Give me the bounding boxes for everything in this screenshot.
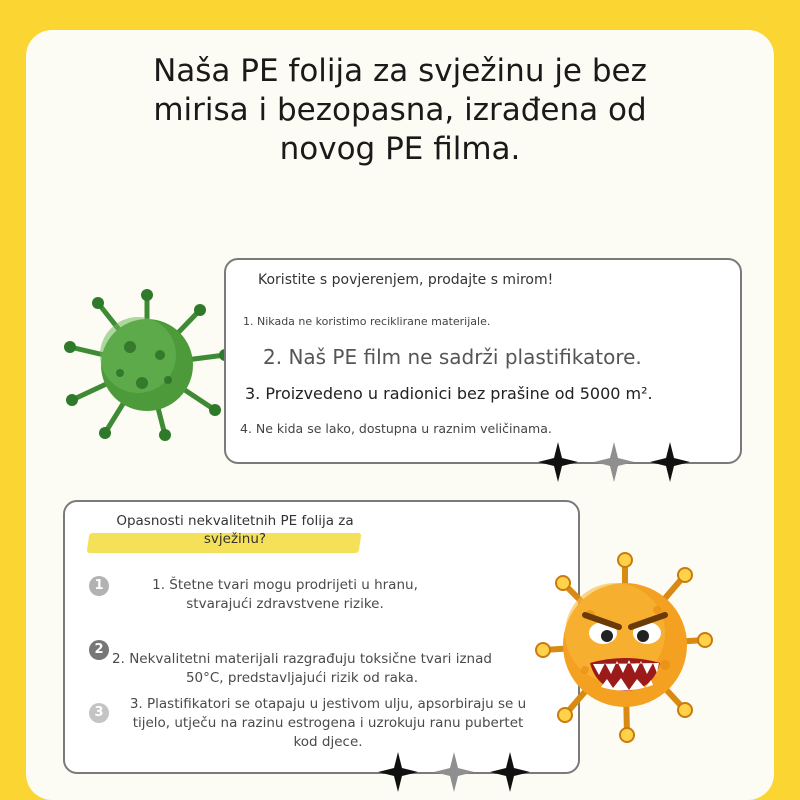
green-virus-icon: [60, 285, 235, 445]
feature-item-2: 2. Naš PE film ne sadrži plastifikatore.: [263, 345, 642, 369]
page-headline: [90, 52, 710, 169]
number-badge-2: 2: [89, 640, 109, 660]
feature-item-4: 4. Ne kida se lako, dostupna u raznim veličinama.: [240, 421, 552, 436]
number-badge-1: 1: [89, 576, 109, 596]
headline-line-1: Naša PE folija za svježinu je bez: [153, 53, 647, 89]
sparkle-icon: [490, 752, 530, 792]
danger-item-1: 1. Štetne tvari mogu prodrijeti u hranu, stvarajući zdravstvene rizike.: [152, 577, 418, 612]
dangers-title: Opasnosti nekvalitetnih PE folija za svježinu?: [116, 513, 354, 547]
sparkle-icon: [434, 752, 474, 792]
headline-line-3: novog PE filma.: [279, 131, 521, 167]
sparkle-icon: [650, 442, 690, 482]
danger-item-2: 2. Nekvalitetni materijali razgrađuju toksične tvari iznad 50°C, predstavljajući rizik od raka.: [112, 651, 492, 686]
number-badge-3: 3: [89, 703, 109, 723]
features-title: Koristite s povjerenjem, prodajte s mirom!: [258, 272, 554, 288]
sparkle-icon: [538, 442, 578, 482]
sparkle-icon: [594, 442, 634, 482]
angry-orange-virus-icon: [535, 545, 710, 745]
headline-line-2: mirisa i bezopasna, izrađena od: [153, 92, 647, 128]
feature-item-3: 3. Proizvedeno u radionici bez prašine od 5000 m².: [245, 384, 653, 403]
danger-item-3: 3. Plastifikatori se otapaju u jestivom ulju, apsorbiraju se u tijelo, utječu na razinu estrogena i uzrokuju ranu pubertet kod djece.: [129, 696, 527, 750]
sparkle-icon: [378, 752, 418, 792]
feature-item-1: 1. Nikada ne koristimo reciklirane materijale.: [243, 315, 491, 328]
